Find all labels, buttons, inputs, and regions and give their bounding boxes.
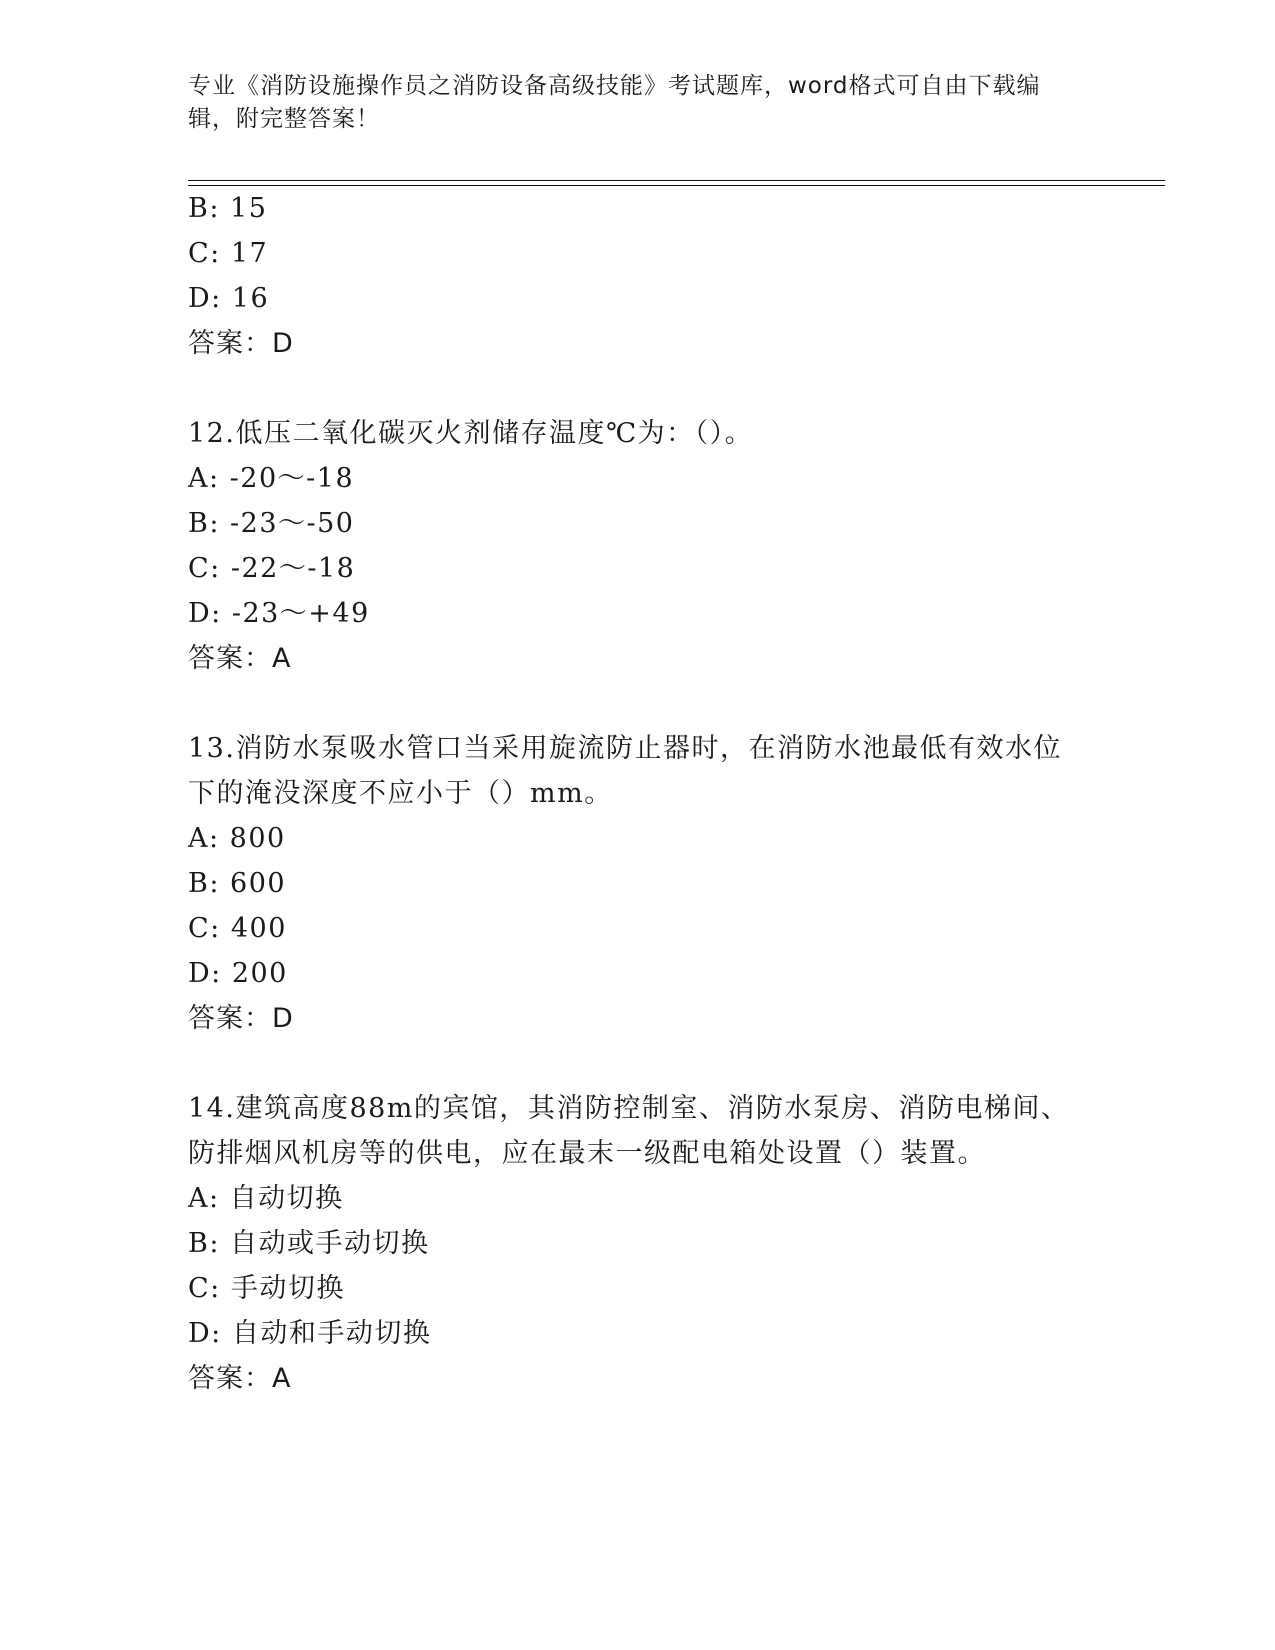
q13-option-d: D: 200 [188, 958, 288, 989]
document-header [188, 70, 1088, 136]
q12-option-b: B: -23～-50 [188, 508, 355, 539]
q13-option-c: C: 400 [188, 913, 287, 944]
q13-stem-line-2: 下的淹没深度不应小于（）mm。 [188, 778, 613, 809]
q14-option-b: B: 自动或手动切换 [188, 1228, 430, 1259]
q12-option-c: C: -22～-18 [188, 553, 356, 584]
q14-answer: 答案：A [188, 1363, 292, 1394]
q11-answer: 答案：D [188, 328, 294, 359]
header-divider-top [188, 180, 1165, 181]
q14-option-a: A: 自动切换 [188, 1183, 344, 1214]
q11-option-d: D: 16 [188, 283, 270, 314]
q12-stem: 12.低压二氧化碳灭火剂储存温度℃为：（）。 [188, 418, 754, 449]
q14-stem-line-2: 防排烟风机房等的供电，应在最末一级配电箱处设置（）装置。 [188, 1138, 986, 1169]
q12-option-d: D: -23～+49 [188, 598, 370, 629]
q12-option-a: A: -20～-18 [188, 463, 355, 494]
header-line-1: 专业《消防设施操作员之消防设备高级技能》考试题库，word格式可自由下载编 [188, 73, 1041, 99]
q13-stem-line-1: 13.消防水泵吸水管口当采用旋流防止器时，在消防水池最低有效水位 [188, 733, 1062, 764]
q14-option-d: D: 自动和手动切换 [188, 1318, 432, 1349]
q11-option-b: B: 15 [188, 193, 268, 224]
q13-answer: 答案：D [188, 1003, 294, 1034]
q13-option-b: B: 600 [188, 868, 287, 899]
q12-answer: 答案：A [188, 643, 292, 674]
q13-option-a: A: 800 [188, 823, 286, 854]
header-divider-bottom [188, 185, 1165, 186]
q11-option-c: C: 17 [188, 238, 269, 269]
header-line-2: 辑，附完整答案！ [188, 106, 380, 132]
q14-option-c: C: 手动切换 [188, 1273, 345, 1304]
q14-stem-line-1: 14.建筑高度88m的宾馆，其消防控制室、消防水泵房、消防电梯间、 [188, 1093, 1070, 1124]
